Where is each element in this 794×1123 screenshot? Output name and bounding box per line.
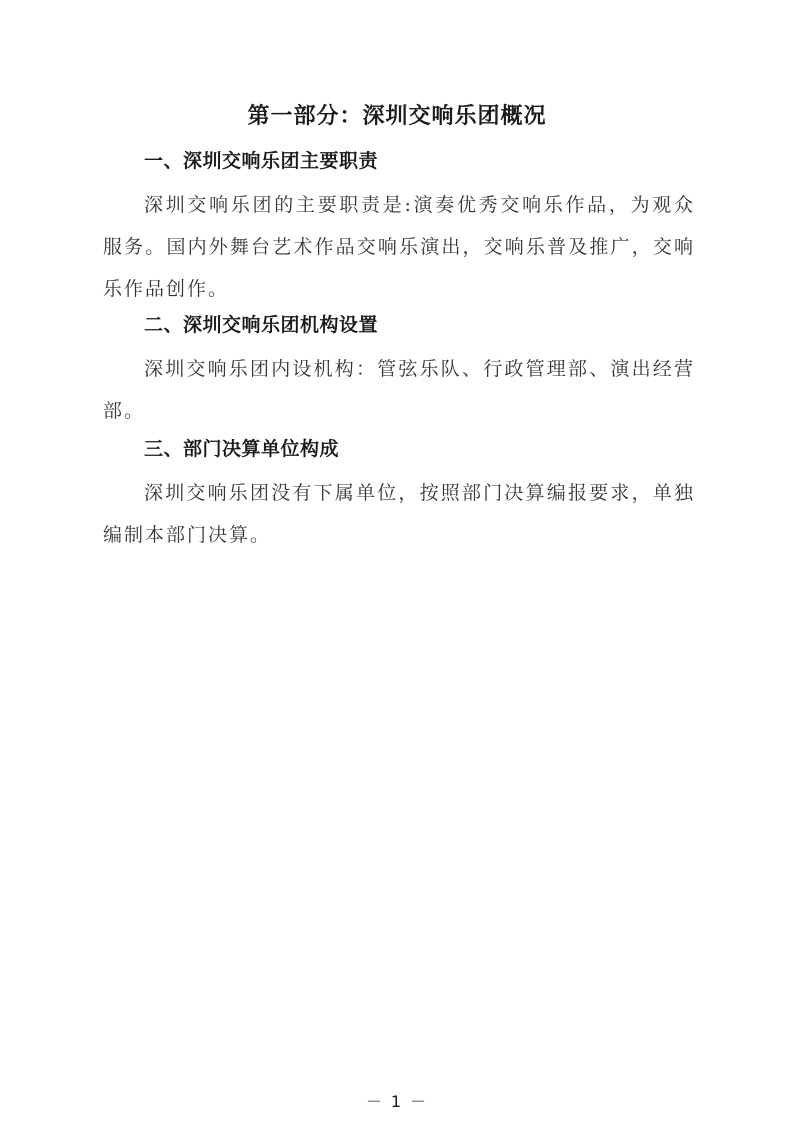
section-heading: 三、部门决算单位构成 <box>144 438 340 460</box>
page-number: － 1 － <box>365 1092 429 1111</box>
section-organization <box>103 310 695 432</box>
page-title: 第一部分：深圳交响乐团概况 <box>247 104 547 129</box>
section-main-duties <box>103 146 695 310</box>
section-paragraph: 深圳交响乐团的主要职责是:演奏优秀交响乐作品，为观众服务。国内外舞台艺术作品交响乐演出，交响乐普及推广，交响乐作品创作。 <box>103 194 695 300</box>
section-heading: 一、深圳交响乐团主要职责 <box>144 150 379 172</box>
section-units <box>103 434 695 556</box>
section-paragraph: 深圳交响乐团没有下属单位，按照部门决算编报要求，单独编制本部门决算。 <box>103 482 695 546</box>
section-heading: 二、深圳交响乐团机构设置 <box>144 314 379 336</box>
section-paragraph: 深圳交响乐团内设机构：管弦乐队、行政管理部、演出经营部。 <box>103 358 695 422</box>
